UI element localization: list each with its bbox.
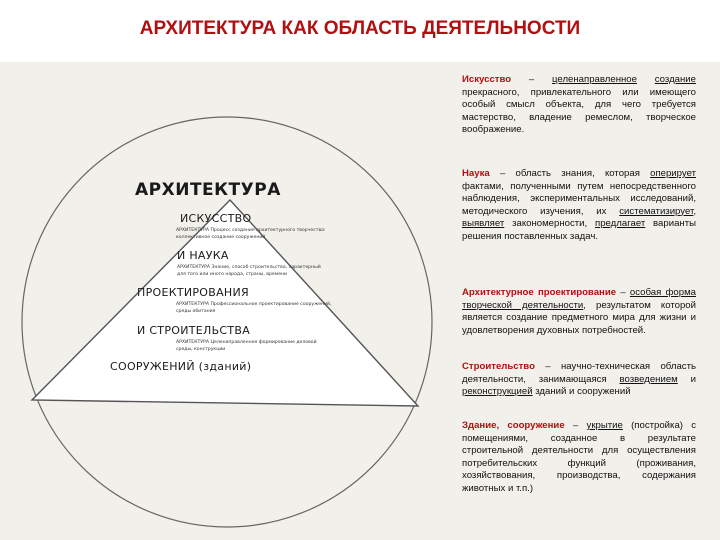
definition-underlined: создание xyxy=(654,74,696,85)
diagram-note: среды обитания xyxy=(176,309,216,314)
definition-text: – xyxy=(511,74,553,85)
definition-construction xyxy=(462,361,696,399)
diagram-note: АРХИТЕКТУРА Целенаправленное формирование деловой xyxy=(176,340,317,345)
diagram-note: АРХИТЕКТУРА Знание, способ строительства, характерный xyxy=(177,265,321,270)
definition-text: – область знания, которая xyxy=(489,168,651,179)
term-building: Здание, сооружение xyxy=(462,420,565,431)
definition-text xyxy=(637,74,655,85)
definition-text: прекрасного, привлекательного или имеющего особый смысл объекта, для чего требуется мастерство, владение ремеслом, творческое воображение. xyxy=(462,86,696,136)
definition-text: , xyxy=(693,205,696,217)
definition-underlined: особая форма творческой деятельности xyxy=(462,287,697,311)
term-construction: Строительство xyxy=(462,361,535,372)
diagram-note: для того или иного народа, страны, времени xyxy=(177,272,288,277)
diagram-note: АРХИТЕКТУРА Профессиональное проектирование сооружений, xyxy=(176,302,332,307)
diagram-level-construction: И СТРОИТЕЛЬСТВА xyxy=(137,324,251,337)
content-area xyxy=(0,62,720,540)
term-art: Искусство xyxy=(462,74,512,85)
definition-art xyxy=(462,74,696,137)
definition-underlined: возведением xyxy=(619,373,678,385)
definition-underlined: предлагает xyxy=(595,218,646,230)
diagram-title: АРХИТЕКТУРА xyxy=(135,180,281,200)
term-science: Наука xyxy=(462,168,490,179)
diagram-level-buildings: СООРУЖЕНИЙ (зданий) xyxy=(110,360,252,373)
definition-text: фактами, полученными путем непосредственного наблюдения, экспериментальных исследований, методического изучения, их xyxy=(462,180,696,217)
diagram-note: коллективное создание сооружений xyxy=(176,235,266,240)
definition-text: – научно-техническая область деятельности, занимающаяся xyxy=(462,361,696,385)
definition-underlined: систематизирует xyxy=(619,205,694,217)
diagram-level-science: И НАУКА xyxy=(177,249,229,262)
definition-text: закономерности, xyxy=(504,218,596,230)
definition-underlined: выявляет xyxy=(462,218,505,230)
definition-underlined: целенаправленное xyxy=(552,74,637,85)
term-design: Архитектурное проектирование xyxy=(462,287,617,298)
slide-title: АРХИТЕКТУРА КАК ОБЛАСТЬ ДЕЯТЕЛЬНОСТИ xyxy=(139,18,581,39)
diagram-level-art: ИСКУССТВО xyxy=(180,212,252,225)
definition-design xyxy=(462,287,696,337)
definition-text: , результатом которой является создание предметного мира для жизни и удовлетворения духовных потребностей. xyxy=(462,299,697,336)
definition-underlined: оперирует xyxy=(650,168,696,179)
definition-underlined: реконструкцией xyxy=(462,386,533,398)
definition-text: – xyxy=(564,420,587,431)
definition-text: (постройка) с помещениями, созданное в результате строительной деятельности для осуществления потребительских функций (проживания, хозяйствования, производства, содержания животных и т.п.) xyxy=(462,420,697,494)
diagram-note: среды, конструкции xyxy=(176,347,226,352)
definition-text: варианты решения поставленных задач. xyxy=(462,218,696,242)
architecture-diagram xyxy=(0,62,460,540)
diagram-note: АРХИТЕКТУРА Процесс создания архитектурного творчества: xyxy=(176,228,326,233)
definition-text: зданий и сооружений xyxy=(532,386,631,398)
definition-building xyxy=(462,420,696,496)
definition-underlined: укрытие xyxy=(586,420,623,431)
definition-science xyxy=(462,168,696,244)
definition-text: – xyxy=(616,287,630,298)
definition-text: и xyxy=(677,373,696,385)
diagram-level-design: ПРОЕКТИРОВАНИЯ xyxy=(137,286,249,299)
